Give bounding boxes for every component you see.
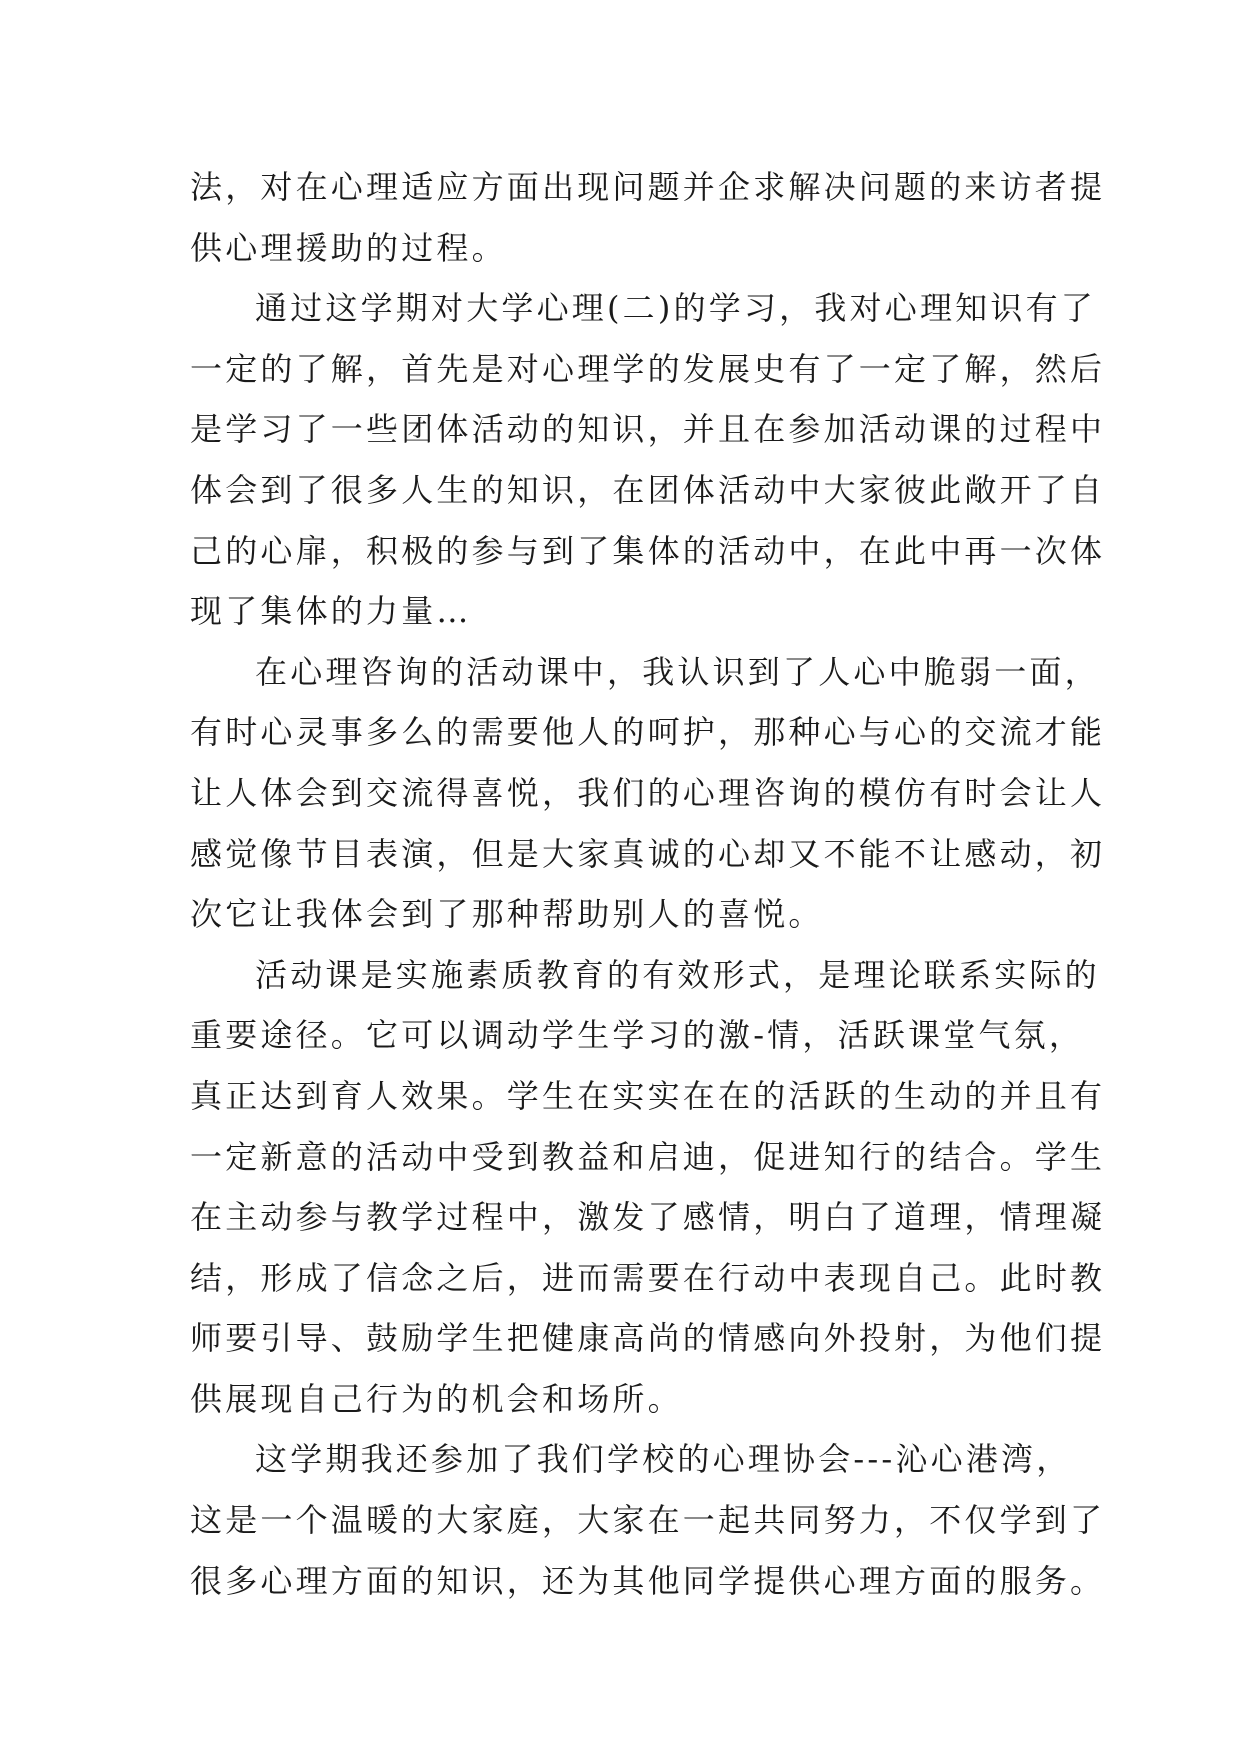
text-line: 重要途径。它可以调动学生学习的激-情，活跃课堂气氛， (190, 1016, 1085, 1055)
text-line: 结，形成了信念之后，进而需要在行动中表现自己。此时教 (190, 1258, 1106, 1297)
text-line: 师要引导、鼓励学生把健康高尚的情感向外投射，为他们提 (190, 1319, 1106, 1358)
text-line: 供展现自己行为的机会和场所。 (190, 1379, 683, 1418)
text-line: 现了集体的力量… (190, 592, 472, 631)
text-line: 在主动参与教学过程中，激发了感情，明白了道理，情理凝 (190, 1198, 1106, 1237)
text-line: 让人体会到交流得喜悦，我们的心理咨询的模仿有时会让人 (190, 773, 1106, 812)
text-line: 体会到了很多人生的知识，在团体活动中大家彼此敞开了自 (190, 470, 1106, 509)
text-line: 这是一个温暖的大家庭，大家在一起共同努力，不仅学到了 (190, 1501, 1106, 1540)
text-line: 一定的了解，首先是对心理学的发展史有了一定了解，然后 (190, 349, 1106, 388)
text-line: 己的心扉，积极的参与到了集体的活动中，在此中再一次体 (190, 531, 1106, 570)
document-body (190, 157, 1106, 1611)
text-line: 真正达到育人效果。学生在实实在在的活跃的生动的并且有 (190, 1076, 1106, 1115)
text-line: 一定新意的活动中受到教益和启迪，促进知行的结合。学生 (190, 1137, 1106, 1176)
text-line: 很多心理方面的知识，还为其他同学提供心理方面的服务。 (190, 1561, 1106, 1600)
text-line: 感觉像节目表演，但是大家真诚的心却又不能不让感动，初 (190, 834, 1106, 873)
text-line: 供心理援助的过程。 (190, 228, 507, 267)
text-line: 有时心灵事多么的需要他人的呵护，那种心与心的交流才能 (190, 713, 1106, 752)
paragraph-first-line: 在心理咨询的活动课中，我认识到了人心中脆弱一面， (255, 652, 1100, 691)
paragraph-first-line: 活动课是实施素质教育的有效形式，是理论联系实际的 (255, 955, 1100, 994)
text-line: 次它让我体会到了那种帮助别人的喜悦。 (190, 895, 824, 934)
paragraph-first-line: 这学期我还参加了我们学校的心理协会---沁心港湾， (255, 1440, 1072, 1479)
paragraph-first-line: 通过这学期对大学心理(二)的学习，我对心理知识有了 (255, 289, 1096, 328)
text-line: 是学习了一些团体活动的知识，并且在参加活动课的过程中 (190, 410, 1106, 449)
text-line: 法，对在心理适应方面出现问题并企求解决问题的来访者提 (190, 168, 1106, 206)
